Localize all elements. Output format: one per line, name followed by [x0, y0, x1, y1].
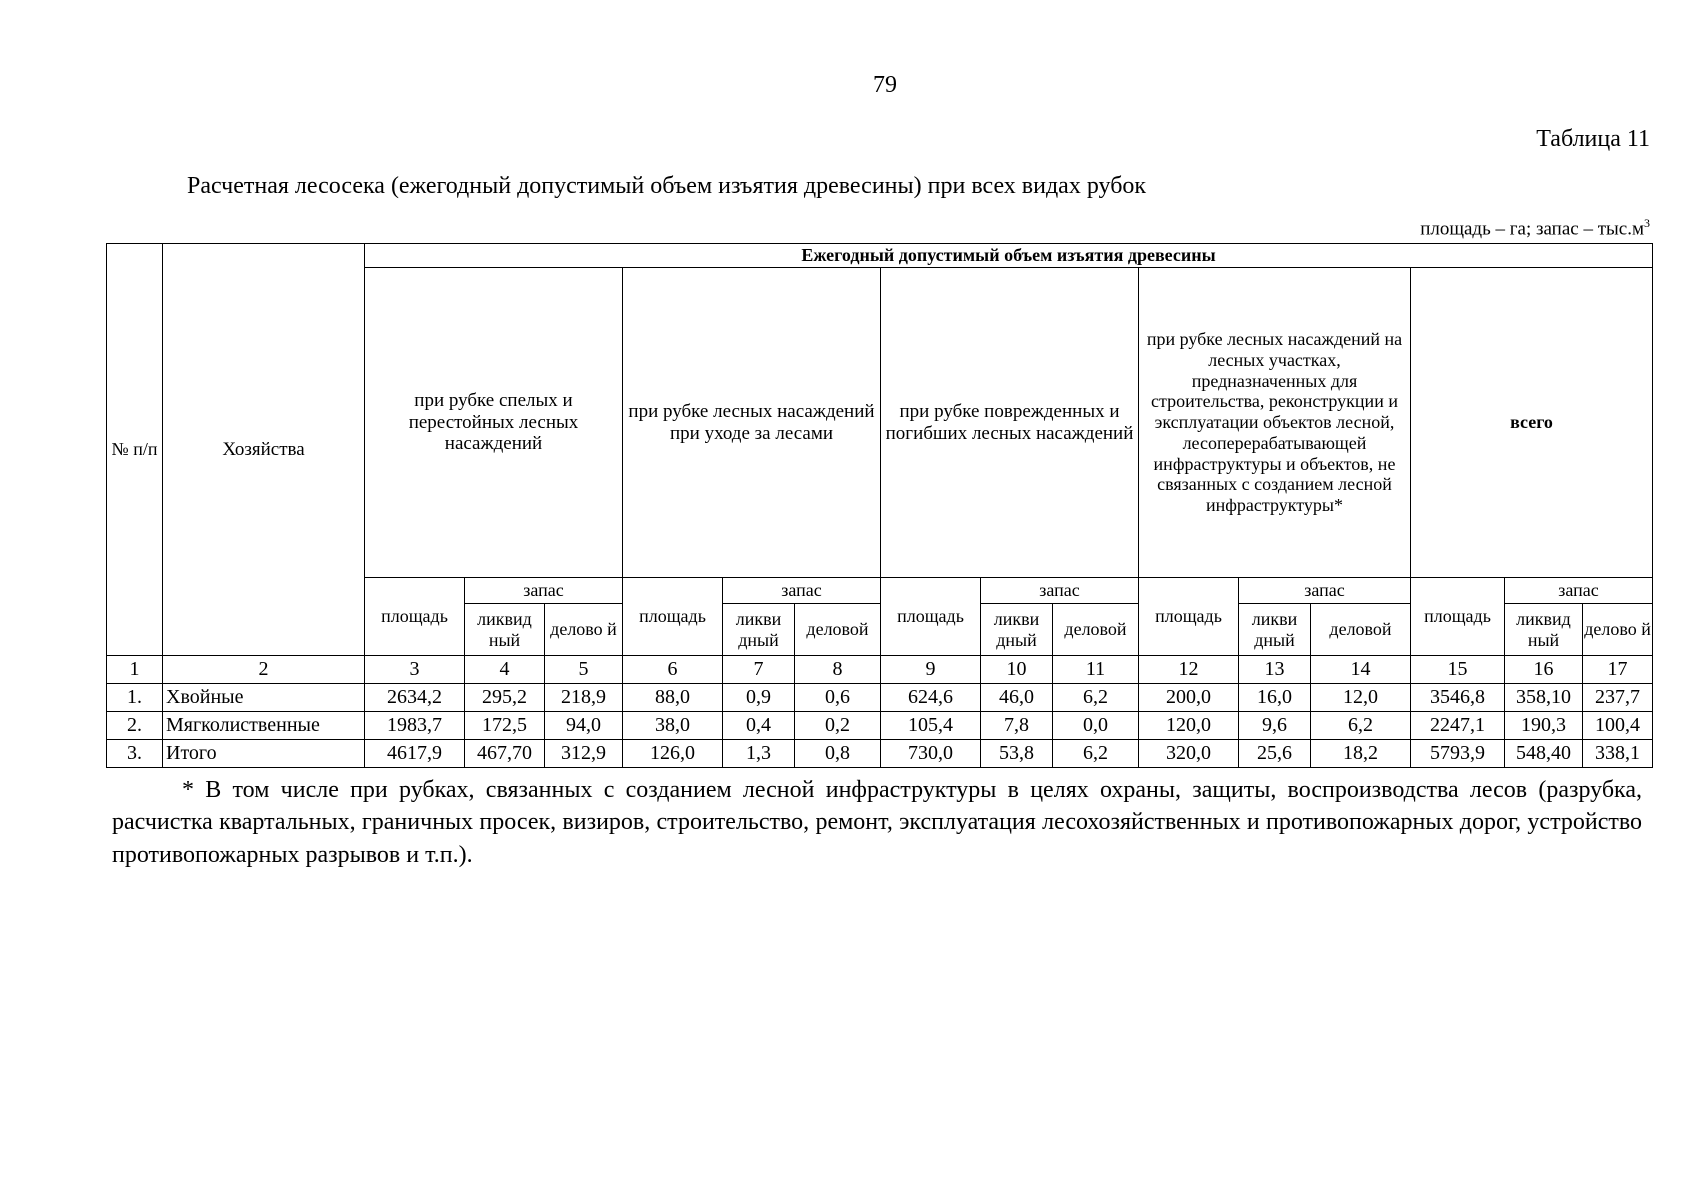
table-cell: 7,8: [981, 712, 1053, 740]
header-stock-2: запас: [723, 578, 881, 604]
header-business-1: делово й: [545, 604, 623, 656]
table-cell: 1,3: [723, 740, 795, 768]
column-number: 12: [1139, 656, 1239, 684]
column-number: 1: [107, 656, 163, 684]
table-cell: 0,0: [1053, 712, 1139, 740]
column-number: 14: [1311, 656, 1411, 684]
row-number: 2.: [107, 712, 163, 740]
header-num: № п/п: [107, 244, 163, 656]
header-group-construction: при рубке лесных насаждений на лесных участках, предназначенных для строительства, реконструкции и эксплуатации объектов лесной, лесоперерабатывающей инфраструктуры и объектов, не связанных с созданием лесной инфраструктуры*: [1139, 268, 1411, 578]
table-cell: 6,2: [1053, 740, 1139, 768]
header-group-total: всего: [1411, 268, 1653, 578]
row-number: 3.: [107, 740, 163, 768]
column-number: 5: [545, 656, 623, 684]
header-liquid-4: ликви дный: [1239, 604, 1311, 656]
table-cell: 172,5: [465, 712, 545, 740]
units-superscript: 3: [1644, 216, 1650, 230]
table-cell: 624,6: [881, 684, 981, 712]
column-number: 16: [1505, 656, 1583, 684]
column-number: 8: [795, 656, 881, 684]
table-cell: 100,4: [1583, 712, 1653, 740]
table-cell: 4617,9: [365, 740, 465, 768]
row-name: Хвойные: [163, 684, 365, 712]
table-row: [107, 712, 1653, 740]
table-cell: 9,6: [1239, 712, 1311, 740]
table-cell: 5793,9: [1411, 740, 1505, 768]
table-cell: 358,10: [1505, 684, 1583, 712]
row-name: Мягколиственные: [163, 712, 365, 740]
table-cell: 295,2: [465, 684, 545, 712]
header-group-thinning: при рубке лесных насаждений при уходе за лесами: [623, 268, 881, 578]
table-cell: 46,0: [981, 684, 1053, 712]
header-business-5: делово й: [1583, 604, 1653, 656]
header-stock-4: запас: [1239, 578, 1411, 604]
column-number: 11: [1053, 656, 1139, 684]
table-cell: 0,2: [795, 712, 881, 740]
column-number: 9: [881, 656, 981, 684]
table-cell: 0,4: [723, 712, 795, 740]
table-cell: 0,8: [795, 740, 881, 768]
table-cell: 338,1: [1583, 740, 1653, 768]
column-number: 13: [1239, 656, 1311, 684]
column-number: 6: [623, 656, 723, 684]
header-area-4: площадь: [1139, 578, 1239, 656]
table-cell: 190,3: [1505, 712, 1583, 740]
header-group-damaged: при рубке поврежденных и погибших лесных насаждений: [881, 268, 1139, 578]
column-number-row: [107, 656, 1653, 684]
table-cell: 467,70: [465, 740, 545, 768]
document-title: Расчетная лесосека (ежегодный допустимый объем изъятия древесины) при всех видах рубок: [187, 173, 1147, 199]
column-number: 2: [163, 656, 365, 684]
table-cell: 38,0: [623, 712, 723, 740]
table-cell: 730,0: [881, 740, 981, 768]
column-number: 17: [1583, 656, 1653, 684]
table-cell: 1983,7: [365, 712, 465, 740]
table-cell: 237,7: [1583, 684, 1653, 712]
header-area-3: площадь: [881, 578, 981, 656]
header-annual-volume: Ежегодный допустимый объем изъятия древесины: [365, 244, 1653, 268]
table-cell: 0,9: [723, 684, 795, 712]
table-cell: 88,0: [623, 684, 723, 712]
table-cell: 105,4: [881, 712, 981, 740]
header-liquid-5: ликвид ный: [1505, 604, 1583, 656]
units-note: [1420, 216, 1650, 240]
table-cell: 16,0: [1239, 684, 1311, 712]
header-liquid-2: ликви дный: [723, 604, 795, 656]
table-row: [107, 684, 1653, 712]
table-cell: 120,0: [1139, 712, 1239, 740]
header-group-mature: при рубке спелых и перестойных лесных насаждений: [365, 268, 623, 578]
column-number: 10: [981, 656, 1053, 684]
header-area-1: площадь: [365, 578, 465, 656]
row-name: Итого: [163, 740, 365, 768]
table-cell: 200,0: [1139, 684, 1239, 712]
header-area-2: площадь: [623, 578, 723, 656]
header-business-3: деловой: [1053, 604, 1139, 656]
table-cell: 126,0: [623, 740, 723, 768]
header-liquid-1: ликвид ный: [465, 604, 545, 656]
column-number: 4: [465, 656, 545, 684]
table-cell: 18,2: [1311, 740, 1411, 768]
table-cell: 12,0: [1311, 684, 1411, 712]
header-area-5: площадь: [1411, 578, 1505, 656]
header-liquid-3: ликви дный: [981, 604, 1053, 656]
footnote: * В том числе при рубках, связанных с созданием лесной инфраструктуры в целях охраны, защиты, воспроизводства лесов (разрубка, расчистка квартальных, граничных просек, визиров, строительство, ремонт, эксплуатация лесохозяйственных и противопожарных дорог, устройство противопожарных разрывов и т.п.).: [112, 777, 1642, 868]
row-number: 1.: [107, 684, 163, 712]
table-cell: 94,0: [545, 712, 623, 740]
table-cell: 25,6: [1239, 740, 1311, 768]
header-stock-5: запас: [1505, 578, 1653, 604]
header-stock-1: запас: [465, 578, 623, 604]
header-farm: Хозяйства: [163, 244, 365, 656]
column-number: 3: [365, 656, 465, 684]
table-cell: 2634,2: [365, 684, 465, 712]
table-cell: 312,9: [545, 740, 623, 768]
table-cell: 218,9: [545, 684, 623, 712]
table-cell: 0,6: [795, 684, 881, 712]
header-stock-3: запас: [981, 578, 1139, 604]
column-number: 7: [723, 656, 795, 684]
page-number: 79: [873, 72, 897, 98]
table-cell: 53,8: [981, 740, 1053, 768]
table-cell: 2247,1: [1411, 712, 1505, 740]
harvest-table: [106, 243, 1653, 768]
table-row: [107, 740, 1653, 768]
table-cell: 320,0: [1139, 740, 1239, 768]
header-business-2: деловой: [795, 604, 881, 656]
table-cell: 6,2: [1311, 712, 1411, 740]
table-cell: 3546,8: [1411, 684, 1505, 712]
table-label: Таблица 11: [1536, 126, 1650, 152]
column-number: 15: [1411, 656, 1505, 684]
units-text: площадь – га; запас – тыс.м: [1420, 218, 1644, 240]
table-cell: 6,2: [1053, 684, 1139, 712]
table-cell: 548,40: [1505, 740, 1583, 768]
header-business-4: деловой: [1311, 604, 1411, 656]
